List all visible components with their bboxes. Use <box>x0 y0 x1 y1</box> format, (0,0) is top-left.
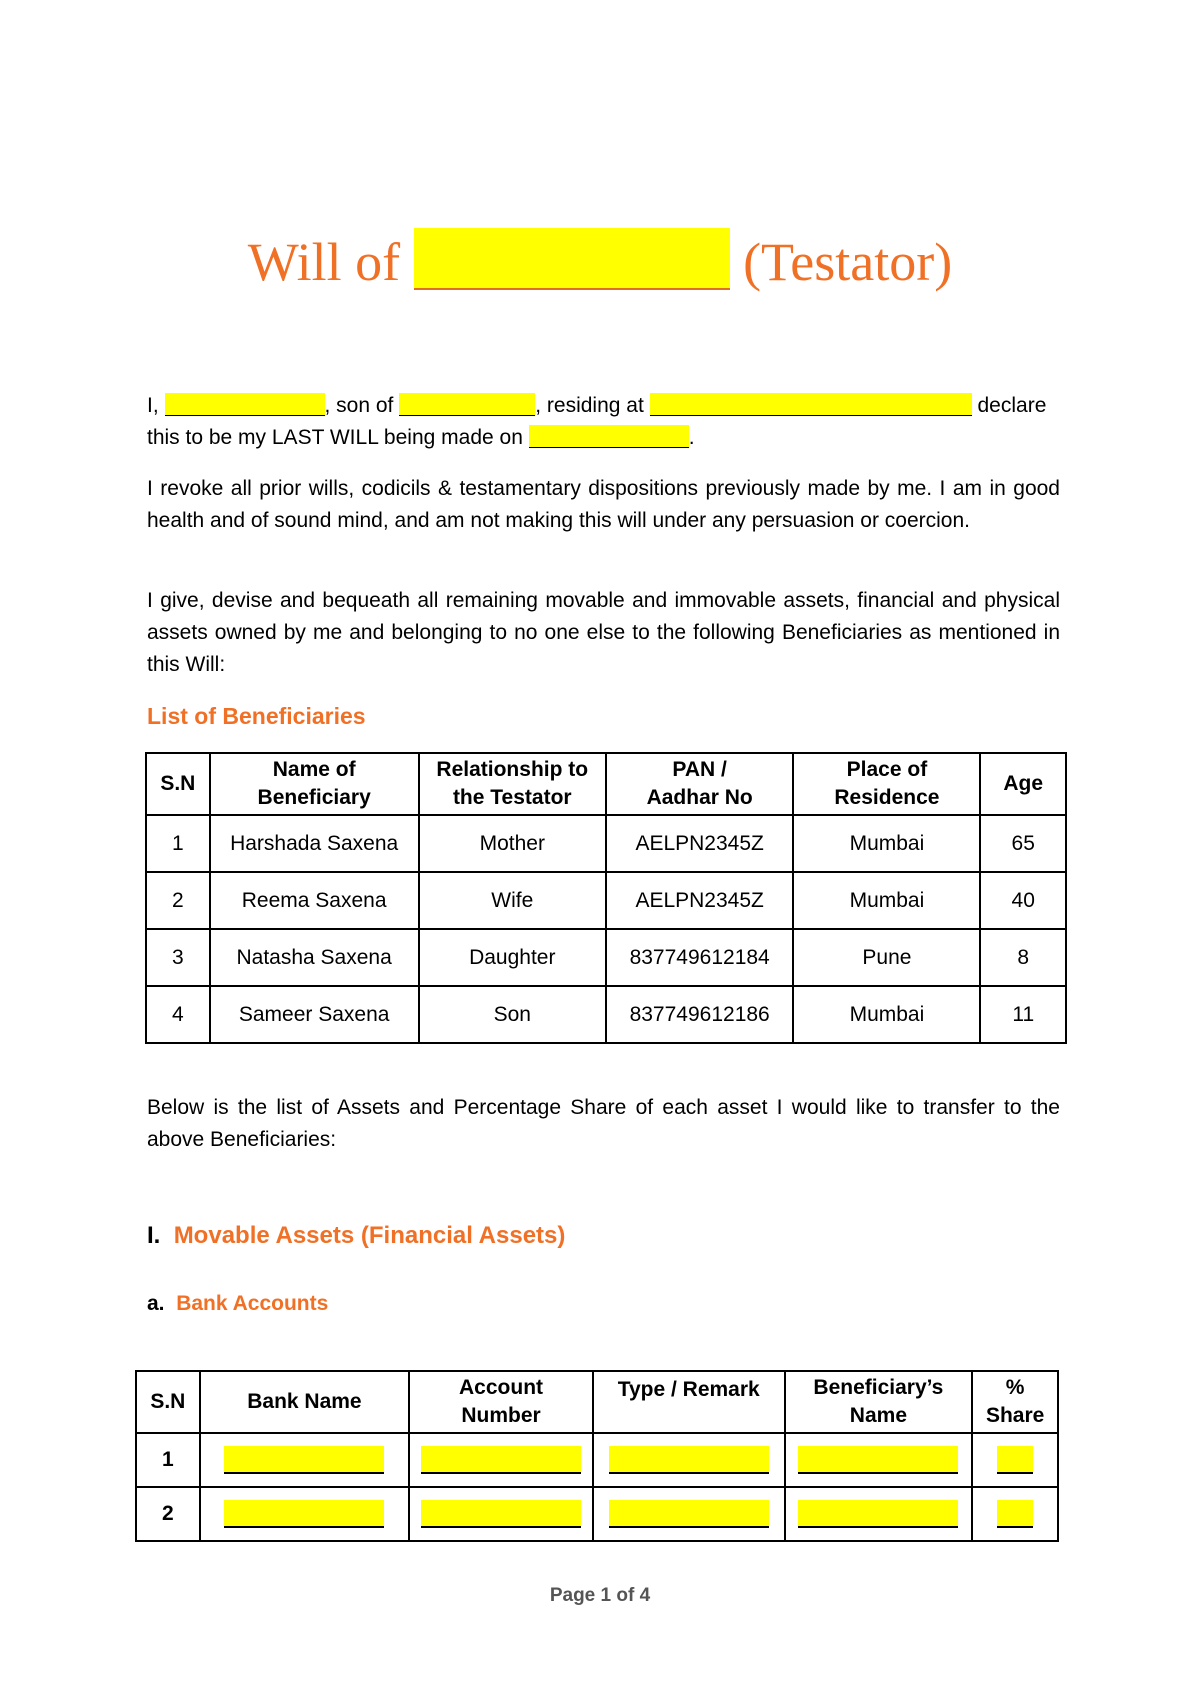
bank-name-blank[interactable] <box>224 1446 384 1474</box>
intro-text-6: . <box>688 426 695 449</box>
col-share: % Share <box>972 1371 1058 1433</box>
col-beneficiary-name: Beneficiary’s Name <box>785 1371 973 1433</box>
cell-place: Mumbai <box>793 815 980 872</box>
cell-pan: 837749612184 <box>606 929 793 986</box>
account-number-blank[interactable] <box>421 1500 581 1528</box>
cell-name: Reema Saxena <box>210 872 419 929</box>
cell-name: Natasha Saxena <box>210 929 419 986</box>
intro-text-3: , residing at <box>535 394 644 417</box>
cell-bank-name[interactable] <box>200 1487 409 1541</box>
cell-relationship: Wife <box>419 872 606 929</box>
share-blank[interactable] <box>997 1446 1033 1474</box>
title-suffix: (Testator) <box>743 232 953 292</box>
share-blank[interactable] <box>997 1500 1033 1528</box>
date-blank[interactable] <box>529 425 689 448</box>
table-header-row <box>136 1371 1058 1433</box>
subsection-bank-accounts <box>147 1288 1060 1320</box>
bank-accounts-table <box>135 1370 1059 1542</box>
intro-paragraph <box>147 390 1060 454</box>
beneficiaries-heading: List of Beneficiaries <box>147 703 366 729</box>
section-number: I. <box>147 1222 161 1249</box>
cell-sn: 4 <box>146 986 210 1043</box>
cell-type-remark[interactable] <box>593 1433 785 1487</box>
testator-name-blank[interactable] <box>414 228 730 290</box>
intro-text-4: declare <box>977 394 1047 417</box>
col-name: Name of Beneficiary <box>210 753 419 815</box>
cell-age: 65 <box>980 815 1066 872</box>
cell-sn: 1 <box>146 815 210 872</box>
intro-text-1: I, <box>147 394 159 417</box>
table-row <box>146 929 1066 986</box>
bank-name-blank[interactable] <box>224 1500 384 1528</box>
father-name-blank[interactable] <box>399 393 535 416</box>
col-relationship: Relationship to the Testator <box>419 753 606 815</box>
col-sn: S.N <box>146 753 210 815</box>
type-remark-blank[interactable] <box>609 1500 769 1528</box>
assets-intro-paragraph: Below is the list of Assets and Percentage Share of each asset I would like to transfer to the above Beneficiaries: <box>147 1096 1060 1151</box>
section-movable-assets <box>147 1220 1060 1252</box>
cell-name: Sameer Saxena <box>210 986 419 1043</box>
table-row <box>136 1487 1058 1541</box>
declarant-name-blank[interactable] <box>165 393 325 416</box>
col-type-remark: Type / Remark <box>593 1371 785 1433</box>
subsection-number: a. <box>147 1292 165 1315</box>
revoke-paragraph: I revoke all prior wills, codicils & testamentary dispositions previously made by me. I am in good health and of sound mind, and am not making this will under any persuasion or coercion. <box>147 477 1060 532</box>
account-number-blank[interactable] <box>421 1446 581 1474</box>
cell-account-number[interactable] <box>409 1487 593 1541</box>
beneficiary-name-blank[interactable] <box>798 1500 958 1528</box>
col-place: Place of Residence <box>793 753 980 815</box>
col-account-number: Account Number <box>409 1371 593 1433</box>
cell-sn: 1 <box>136 1433 200 1487</box>
cell-place: Mumbai <box>793 986 980 1043</box>
type-remark-blank[interactable] <box>609 1446 769 1474</box>
address-blank[interactable] <box>650 393 972 416</box>
col-sn: S.N <box>136 1371 200 1433</box>
cell-pan: AELPN2345Z <box>606 815 793 872</box>
cell-age: 11 <box>980 986 1066 1043</box>
col-bank-name: Bank Name <box>200 1371 409 1433</box>
intro-text-5: this to be my LAST WILL being made on <box>147 426 523 449</box>
cell-share[interactable] <box>972 1433 1058 1487</box>
intro-text-2: , son of <box>324 394 394 417</box>
cell-account-number[interactable] <box>409 1433 593 1487</box>
cell-relationship: Daughter <box>419 929 606 986</box>
table-row <box>136 1433 1058 1487</box>
table-row <box>146 815 1066 872</box>
table-header-row <box>146 753 1066 815</box>
cell-beneficiary-name[interactable] <box>785 1487 973 1541</box>
cell-relationship: Mother <box>419 815 606 872</box>
bequeath-paragraph: I give, devise and bequeath all remaining movable and immovable assets, financial and physical assets owned by me and belonging to no one else to the following Beneficiaries as mentioned in this Will: <box>147 589 1060 676</box>
title-prefix: Will of <box>247 232 401 292</box>
col-age: Age <box>980 753 1066 815</box>
cell-relationship: Son <box>419 986 606 1043</box>
cell-place: Mumbai <box>793 872 980 929</box>
beneficiaries-table <box>145 752 1067 1044</box>
cell-pan: AELPN2345Z <box>606 872 793 929</box>
subsection-label: Bank Accounts <box>176 1292 329 1315</box>
cell-age: 40 <box>980 872 1066 929</box>
document-title <box>0 228 1200 294</box>
cell-place: Pune <box>793 929 980 986</box>
col-pan: PAN / Aadhar No <box>606 753 793 815</box>
beneficiary-name-blank[interactable] <box>798 1446 958 1474</box>
cell-beneficiary-name[interactable] <box>785 1433 973 1487</box>
cell-type-remark[interactable] <box>593 1487 785 1541</box>
cell-sn: 3 <box>146 929 210 986</box>
cell-sn: 2 <box>146 872 210 929</box>
cell-share[interactable] <box>972 1487 1058 1541</box>
cell-age: 8 <box>980 929 1066 986</box>
cell-name: Harshada Saxena <box>210 815 419 872</box>
cell-pan: 837749612186 <box>606 986 793 1043</box>
section-label: Movable Assets (Financial Assets) <box>173 1222 566 1249</box>
table-row <box>146 872 1066 929</box>
cell-sn: 2 <box>136 1487 200 1541</box>
page-number: Page 1 of 4 <box>549 1585 651 1606</box>
table-row <box>146 986 1066 1043</box>
cell-bank-name[interactable] <box>200 1433 409 1487</box>
